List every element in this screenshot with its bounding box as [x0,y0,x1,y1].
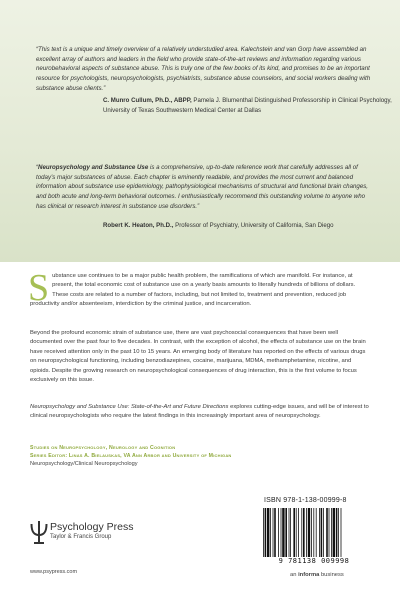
barcode-bar [273,508,274,558]
barcode-bar [265,508,267,558]
drop-cap: S [28,267,50,309]
publisher-name: Psychology Press [50,521,134,533]
barcode-bar [298,508,299,558]
barcode-bar [321,508,323,558]
barcode-bar [278,508,279,558]
barcode-bar [341,508,342,558]
barcode-bar [333,508,335,558]
series-name: Studies on Neuropsychology, Neurology and Cognition [30,445,176,451]
barcode-bar [308,508,310,558]
publisher-url[interactable]: www.psypress.com [30,569,78,575]
informa-line: an informa business [290,572,344,578]
barcode-bar [290,508,291,558]
barcode-bar [331,508,332,558]
barcode-bar [281,508,282,558]
description-paragraph-2: Beyond the profound economic strain of substance use, there are vast psychosocial consequences that have been well documented over the past four to five decades. In contrast, with the exception of alcohol, the effects of substance use on the brain have received attention only in the past 10 to 15 years. An emerging body of literature has reported on the effects of various drugs on neuropsychological functioning, including benzodiazepines, cocaine, marijuana, MDMA, methamphetamine, nicotine, and opioids. Despite the growing research on neuropsychological consequences of drug interaction, this is the first volume to focus exclusively on this issue. [30,330,366,384]
description-paragraph-3: Neuropsychology and Substance Use: State-of-the-Art and Future Directions explores cutting-edge issues, and will be of interest to clinical neuropsychologists who require the latest findings in this increasingly important area of neuropsychology. [30,404,369,420]
barcode-bar [301,508,302,558]
description-paragraph-1: Substance use continues to be a major public health problem, the ramifications of which are manifold. For instance, at present, the total economic cost of substance use on a yearly basis amounts to literally hundreds of billions of dollars. These costs are related to a number of factors, including, but not limited to, treatment and prevention, reduced job productivity and/or absenteeism, interdiction by the criminal justice, and incarceration. [28,267,356,309]
endorsement-attribution-2 [103,221,393,231]
barcode-bar [285,508,287,558]
series-editor: Series Editor: Linas A. Bielauskas, VA Ann Arbor and University of Michigan [30,453,232,460]
publisher-logo [30,519,180,569]
barcode-bar [316,508,317,558]
endorsement-attribution-1 [103,96,393,115]
barcode-bar [282,508,284,558]
barcode-bar [289,508,290,558]
quoted-book-title: Neuropsychology and Substance Use [38,164,149,171]
barcode-bar [313,508,314,558]
barcode-bar [267,508,269,558]
barcode-bar [329,508,330,558]
endorser-name: Robert K. Heaton, Ph.D., [103,222,174,229]
barcode-bar [274,508,276,558]
endorser-name: C. Munro Cullum, Ph.D., ABPP, [103,97,192,104]
barcode-bar [319,508,320,558]
series-info [30,444,370,460]
barcode-bar [326,508,328,558]
barcode-bar [263,508,264,558]
endorsement-quote-1: “This text is a unique and timely overview of a relatively understudied area. Kalechstein and van Gorp have assembled an excellent array of authors and leaders in the field who provide state-of-the-art reviews and information regarding various neurobehavioral aspects of substance abuse. This is truly one of the few books of its kind, and promises to be an important resource for psychologists, neuropsychologists, psychiatrists, substance abuse counselors, and social workers dealing with substance abuse clients.” [36,46,371,92]
barcode-bar [270,508,271,558]
book-title-inline: Neuropsychology and Substance Use: State-of-the-Art and Future Directions [30,404,229,410]
barcode-bar [336,508,338,558]
barcode-digits: 9 781138 009998 [259,557,369,565]
informa-brand: informa [298,572,320,578]
endorser-affiliation: Professor of Psychiatry, University of California, San Diego [175,222,334,229]
barcode-bar [296,508,297,558]
subject-category: Neuropsychology/Clinical Neuropsychology [30,461,138,467]
publisher-group: Taylor & Francis Group [50,534,112,540]
barcode-bar [323,508,324,558]
barcode-bar [306,508,307,558]
barcode-bar [338,508,339,558]
barcode-bar [293,508,295,558]
endorsement-quote-2: “Neuropsychology and Substance Use is a comprehensive, up-to-date reference work that carefully addresses all of today’s major substances of abuse. Each chapter is eminently readable, and provides the most current and balanced information about substance use epidemiology, pathophysiological mechanisms of structural and functional brain changes, and both acute and long-term behavioral outcomes. I enthusiastically recommend this outstanding volume to anyone who has clinical or research interest in substance use disorders.” [36,164,369,210]
barcode-bar [311,508,312,558]
psi-logo-icon [30,519,48,545]
endorser-affiliation: Pamela J. Blumenthal Distinguished Professorship in Clinical Psychology, University of Texas Southwestern Medical Center at Dallas [103,97,392,114]
barcode-bar [303,508,305,558]
isbn-label: ISBN 978-1-138-00999-8 [264,497,347,504]
